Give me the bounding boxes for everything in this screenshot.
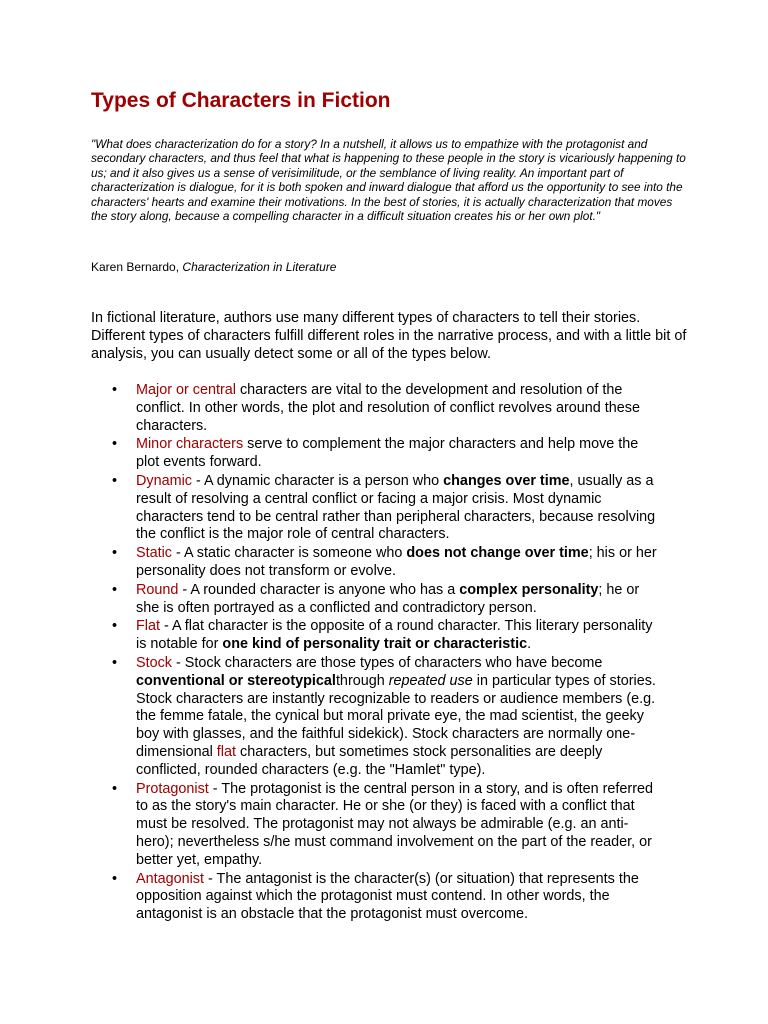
- attribution-work: Characterization in Literature: [182, 260, 337, 274]
- term-link-protagonist[interactable]: Protagonist: [136, 780, 209, 797]
- character-types-list: [91, 382, 661, 925]
- bullet: •: [112, 382, 118, 398]
- flat-inline-link[interactable]: flat: [216, 743, 236, 760]
- emphasis: one kind of personality trait or characteristic: [222, 636, 528, 653]
- italic-phrase: repeated use: [388, 672, 473, 689]
- term-link-stock[interactable]: Stock: [136, 654, 172, 671]
- page-title: Types of Characters in Fiction: [91, 89, 391, 112]
- emphasis: changes over time: [443, 472, 570, 489]
- bullet: •: [112, 436, 118, 453]
- term-link-major[interactable]: Major or central: [136, 382, 236, 398]
- emphasis: does not change over time: [406, 545, 589, 562]
- bullet: •: [112, 780, 118, 797]
- bullet: •: [112, 654, 118, 671]
- term-link-antagonist[interactable]: Antagonist: [136, 870, 205, 887]
- bullet: •: [112, 472, 118, 489]
- list-item-flat: • Flat - A flat character is the opposite of a round character. This literary personality is notable for one kind of personality trait or characteristic.: [112, 618, 653, 653]
- list-item-minor: • Minor characters serve to complement the major characters and help move the plot events forward.: [112, 436, 639, 471]
- bullet: •: [112, 545, 118, 562]
- attribution-author: Karen Bernardo,: [91, 260, 180, 274]
- term-link-static[interactable]: Static: [136, 545, 172, 562]
- epigraph-quote: "What does characterization do for a story? In a nutshell, it allows us to empathize with the protagonist and secondary characters, and thus feel that what is happening to these people in the story is vicariously happening to us; and it also gives us a sense of verisimilitude, or the semblance of living reality. An important part of characterization is dialogue, for it is both spoken and inward dialogue that afford us the opportunity to see into the characters' hearts and examine their motivations. In the best of stories, it is actually characterization that moves the story along, because a compelling character in a difficult situation creates his or her own plot.": [91, 137, 686, 224]
- term-link-minor[interactable]: Minor characters: [136, 436, 244, 453]
- list-item-static: • Static - A static character is someone who does not change over time; his or her personality does not transform or evolve.: [112, 545, 657, 579]
- quote-attribution: [91, 260, 336, 274]
- intro-paragraph: In fictional literature, authors use many different types of characters to tell their stories. Different types of characters fulfill different roles in the narrative process, and with a little bit of analysis, you can usually detect some or all of the types below.: [91, 310, 687, 362]
- term-link-dynamic[interactable]: Dynamic: [136, 472, 192, 489]
- list-item-dynamic: • Dynamic - A dynamic character is a person who changes over time, usually as a result of resolving a central conflict or facing a major crisis. Most dynamic characters tend to be central rather than peripheral characters, because resolving the conflict is the major role of central characters.: [112, 472, 656, 543]
- list-item-antagonist: • Antagonist - The antagonist is the character(s) (or situation) that represents the opposition against which the protagonist must contend. In other words, the antagonist is an obstacle that the protagonist must overcome.: [112, 870, 639, 923]
- term-link-flat[interactable]: Flat: [136, 618, 160, 635]
- emphasis: complex personality: [459, 581, 599, 598]
- emphasis: conventional or stereotypical: [136, 672, 336, 689]
- bullet: •: [112, 618, 118, 635]
- list-item-major: • Major or central characters are vital to the development and resolution of the conflict. In other words, the plot and resolution of conflict revolves around these characters.: [112, 382, 640, 434]
- list-item-round: • Round - A rounded character is anyone who has a complex personality; he or she is often portrayed as a conflicted and contradictory person.: [112, 581, 640, 616]
- list-item-stock: • Stock - Stock characters are those types of characters who have become conventional or stereotypicalthrough repeated use in particular types of stories. Stock characters are instantly recognizable to readers or audience members (e.g. the femme fatale, the cynical but moral private eye, the mad scientist, the geeky boy with glasses, and the faithful sidekick). Stock characters are normally one-dimensional flat characters, but sometimes stock personalities are deeply conflicted, rounded characters (e.g. the "Hamlet" type).: [112, 654, 656, 778]
- term-link-round[interactable]: Round: [136, 581, 179, 598]
- list-item-protagonist: • Protagonist - The protagonist is the central person in a story, and is often referred to as the story's main character. He or she (or they) is faced with a conflict that must be resolved. The protagonist may not always be admirable (e.g. an anti-hero); nevertheless s/he must command involvement on the part of the reader, or better yet, empathy.: [112, 780, 654, 868]
- bullet: •: [112, 870, 118, 887]
- bullet: •: [112, 581, 118, 598]
